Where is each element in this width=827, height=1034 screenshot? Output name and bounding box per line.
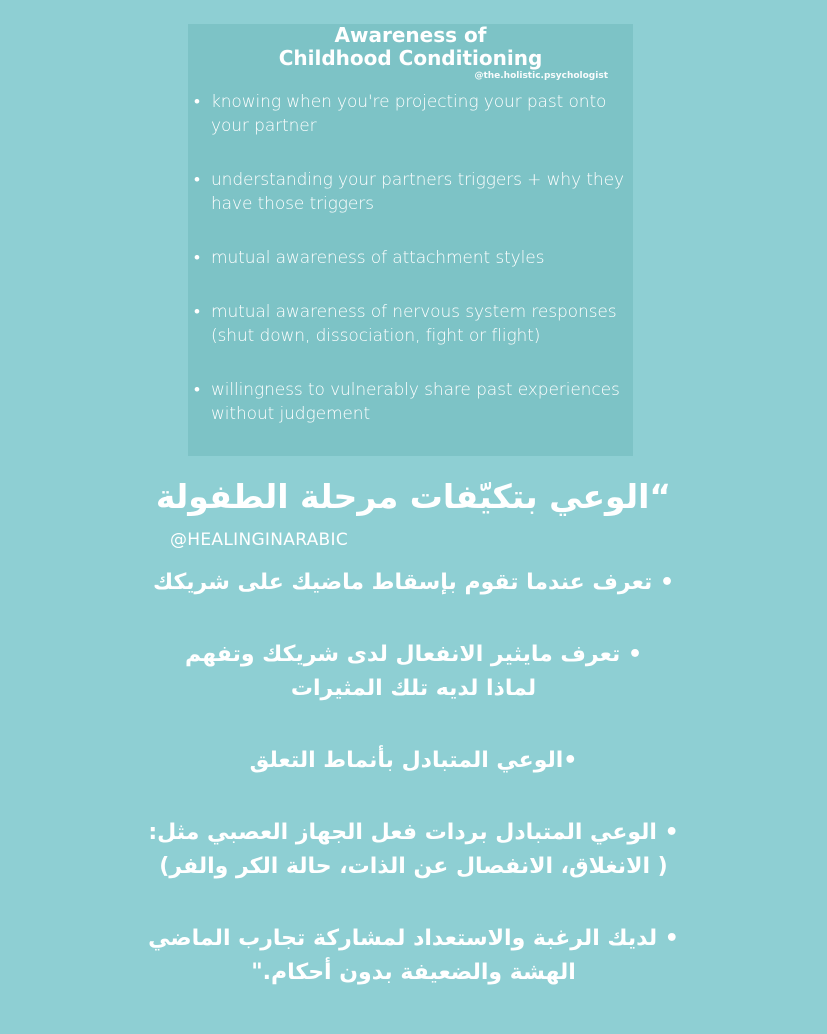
card-list [194, 90, 634, 456]
card-list-item: • knowing when you're projecting your past onto your partner [194, 90, 634, 138]
arabic-item-2-line-2: لماذا لديه تلك المثيرات [290, 676, 537, 701]
arabic-item-5-line-1: • لديك الرغبة والاستعداد لمشاركة تجارب الماضي [148, 926, 679, 951]
card-list-item: • mutual awareness of attachment styles [194, 246, 634, 270]
arabic-item-4-line-2: ( الانغلاق، الانفصال عن الذات، حالة الكر والفر) [159, 854, 668, 879]
card-title-line2: Childhood Conditioning [278, 46, 543, 70]
card-title [188, 24, 633, 70]
card-title-line1: Awareness of [334, 23, 487, 47]
english-card [188, 24, 633, 456]
arabic-item-3: •الوعي المتبادل بأنماط التعلق [249, 748, 578, 773]
arabic-item-2-line-1: • تعرف مايثير الانفعال لدى شريكك وتفهم [184, 642, 643, 667]
card-list-item: • mutual awareness of nervous system responses (shut down, dissociation, fight or flight) [194, 300, 634, 348]
arabic-item-1: • تعرف عندما تقوم بإسقاط ماضيك على شريكك [152, 570, 675, 595]
arabic-item-5-line-2: الهشة والضعيفة بدون أحكام." [251, 960, 576, 985]
card-list-item: • understanding your partners triggers + why they have those triggers [194, 168, 634, 216]
arabic-title: “الوعي بتكيّفات مرحلة الطفولة [155, 477, 672, 516]
card-list-item: • willingness to vulnerably share past experiences without judgement [194, 378, 634, 426]
card-handle: @the.holistic.psychologist [474, 71, 608, 81]
arabic-item-4-line-1: • الوعي المتبادل بردات فعل الجهاز العصبي مثل: [148, 820, 679, 845]
arabic-handle: @HEALINGINARABIC [170, 530, 348, 550]
